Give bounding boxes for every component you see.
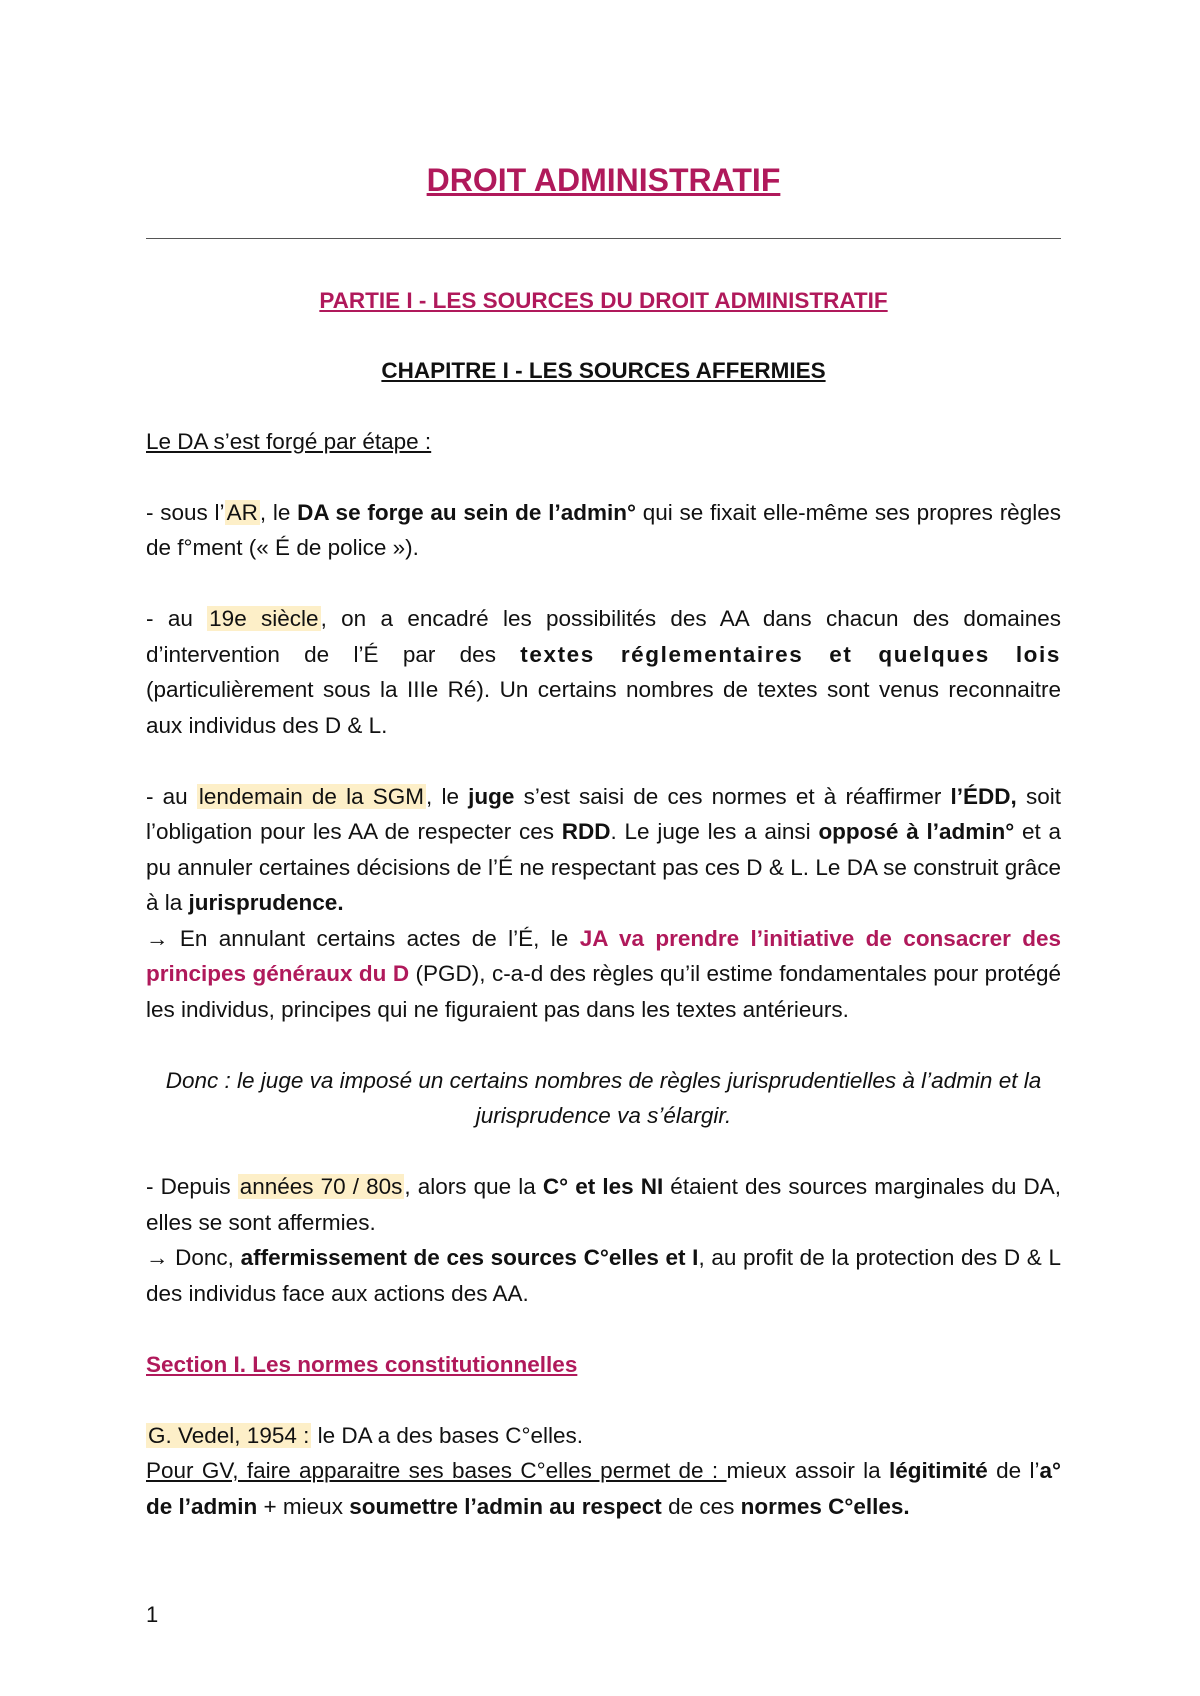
chapter-heading: CHAPITRE I - LES SOURCES AFFERMIES bbox=[381, 357, 826, 383]
paragraph-vedel bbox=[146, 1418, 1061, 1454]
text-run: - au bbox=[146, 606, 208, 631]
highlight-ar: AR bbox=[226, 499, 258, 525]
underlined-pour-gv: Pour GV, faire apparaitre ses bases C°elles permet de : bbox=[146, 1458, 727, 1483]
title-divider bbox=[146, 238, 1061, 239]
conclusion-italic: Donc : le juge va imposé un certains nombres de règles jurisprudentielles à l’admin et la jurisprudence va s’élargir. bbox=[165, 1067, 1042, 1128]
text-run: s’est saisi de ces normes et à réaffirmer bbox=[514, 783, 951, 809]
text-run: et a pu annuler certaines décisions de l’É ne respectant pas ces D & L. Le DA se construit grâce à la bbox=[146, 819, 1062, 915]
text-run: (particulièrement sous la IIIe Ré). Un certains nombres de textes sont venus reconnaitre aux individus des D & L. bbox=[146, 677, 1061, 738]
bold-soumettre: soumettre l’admin au respect bbox=[349, 1493, 662, 1519]
paragraph-sgm bbox=[146, 779, 1061, 921]
highlight-vedel: G. Vedel, 1954 : bbox=[148, 1422, 310, 1448]
text-run: - sous l’ bbox=[146, 499, 225, 525]
page-number: 1 bbox=[146, 1602, 159, 1627]
bold-edd: l’ÉDD, bbox=[950, 783, 1017, 809]
paragraph-pgd bbox=[146, 921, 1061, 1028]
text-run: le DA a des bases C°elles. bbox=[311, 1422, 584, 1448]
intro-line bbox=[146, 424, 1061, 460]
text-run: , au profit de la protection des D & L des individus face aux actions des AA. bbox=[146, 1245, 1061, 1306]
bold-da-forge: DA se forge au sein de l’admin° bbox=[297, 499, 636, 525]
section-heading: Section I. Les normes constitutionnelles bbox=[146, 1351, 578, 1377]
bold-textes-reglementaires: textes réglementaires et quelques lois bbox=[520, 641, 1061, 667]
document-title: DROIT ADMINISTRATIF bbox=[426, 162, 781, 198]
arrow-icon: → bbox=[146, 1245, 169, 1270]
text-run: - au bbox=[146, 783, 197, 809]
text-run: , le bbox=[426, 783, 469, 809]
text-run: + mieux bbox=[257, 1493, 350, 1519]
intro-text: Le DA s’est forgé par étape : bbox=[146, 428, 432, 454]
highlight-annees: années 70 / 80s bbox=[239, 1174, 403, 1199]
text-run: de ces bbox=[661, 1493, 741, 1519]
paragraph-ancien-regime bbox=[146, 495, 1061, 566]
bold-juge: juge bbox=[468, 783, 515, 809]
page-content bbox=[146, 160, 1061, 1524]
bold-rdd: RDD bbox=[561, 819, 611, 844]
highlight-19e-siecle: 19e siècle bbox=[209, 606, 319, 631]
paragraph-19e-siecle bbox=[146, 601, 1061, 743]
bold-c-ni: C° et les NI bbox=[542, 1174, 664, 1199]
text-run: mieux assoir la bbox=[726, 1458, 890, 1483]
bold-jurisprudence: jurisprudence. bbox=[188, 890, 344, 915]
text-run: Donc, bbox=[168, 1245, 241, 1270]
text-run: soit l’obligation pour les AA de respecter ces bbox=[146, 783, 1061, 844]
part-heading: PARTIE I - LES SOURCES DU DROIT ADMINISTRATIF bbox=[319, 288, 888, 313]
paragraph-gv bbox=[146, 1453, 1061, 1524]
text-run: de l’ bbox=[987, 1458, 1040, 1483]
paragraph-annees-70-80 bbox=[146, 1169, 1061, 1240]
bold-normes-celles: normes C°elles. bbox=[740, 1493, 910, 1519]
bold-a-admin: a° de l’admin bbox=[146, 1458, 1062, 1519]
arrow-icon: → bbox=[146, 925, 169, 951]
highlight-sgm: lendemain de la SGM bbox=[198, 783, 425, 809]
paragraph-affermissement bbox=[146, 1240, 1061, 1311]
bold-affermissement: affermissement de ces sources C°elles et I bbox=[240, 1245, 699, 1270]
text-run: (PGD), c-a-d des règles qu’il estime fondamentales pour protégé les individus, principes qui ne figuraient pas dans les textes antérieurs. bbox=[146, 961, 1061, 1022]
pink-ja-initiative: JA va prendre l’initiative de consacrer des principes généraux du D bbox=[146, 925, 1062, 986]
text-run: , le bbox=[259, 499, 298, 525]
text-run: , on a encadré les possibilités des AA dans chacun des domaines d’intervention de l’É par des bbox=[146, 606, 1061, 667]
bold-oppose-admin: opposé à l’admin° bbox=[818, 819, 1015, 844]
text-run: - Depuis bbox=[146, 1174, 238, 1199]
text-run: , alors que la bbox=[404, 1174, 543, 1199]
text-run: étaient des sources marginales du DA, elles se sont affermies. bbox=[146, 1174, 1061, 1235]
text-run: En annulant certains actes de l’É, le bbox=[168, 925, 580, 951]
bold-legitimite: légitimité bbox=[889, 1458, 988, 1483]
text-run: qui se fixait elle-même ses propres règles de f°ment (« É de police »). bbox=[146, 499, 1061, 560]
text-run: . Le juge les a ainsi bbox=[610, 819, 819, 844]
